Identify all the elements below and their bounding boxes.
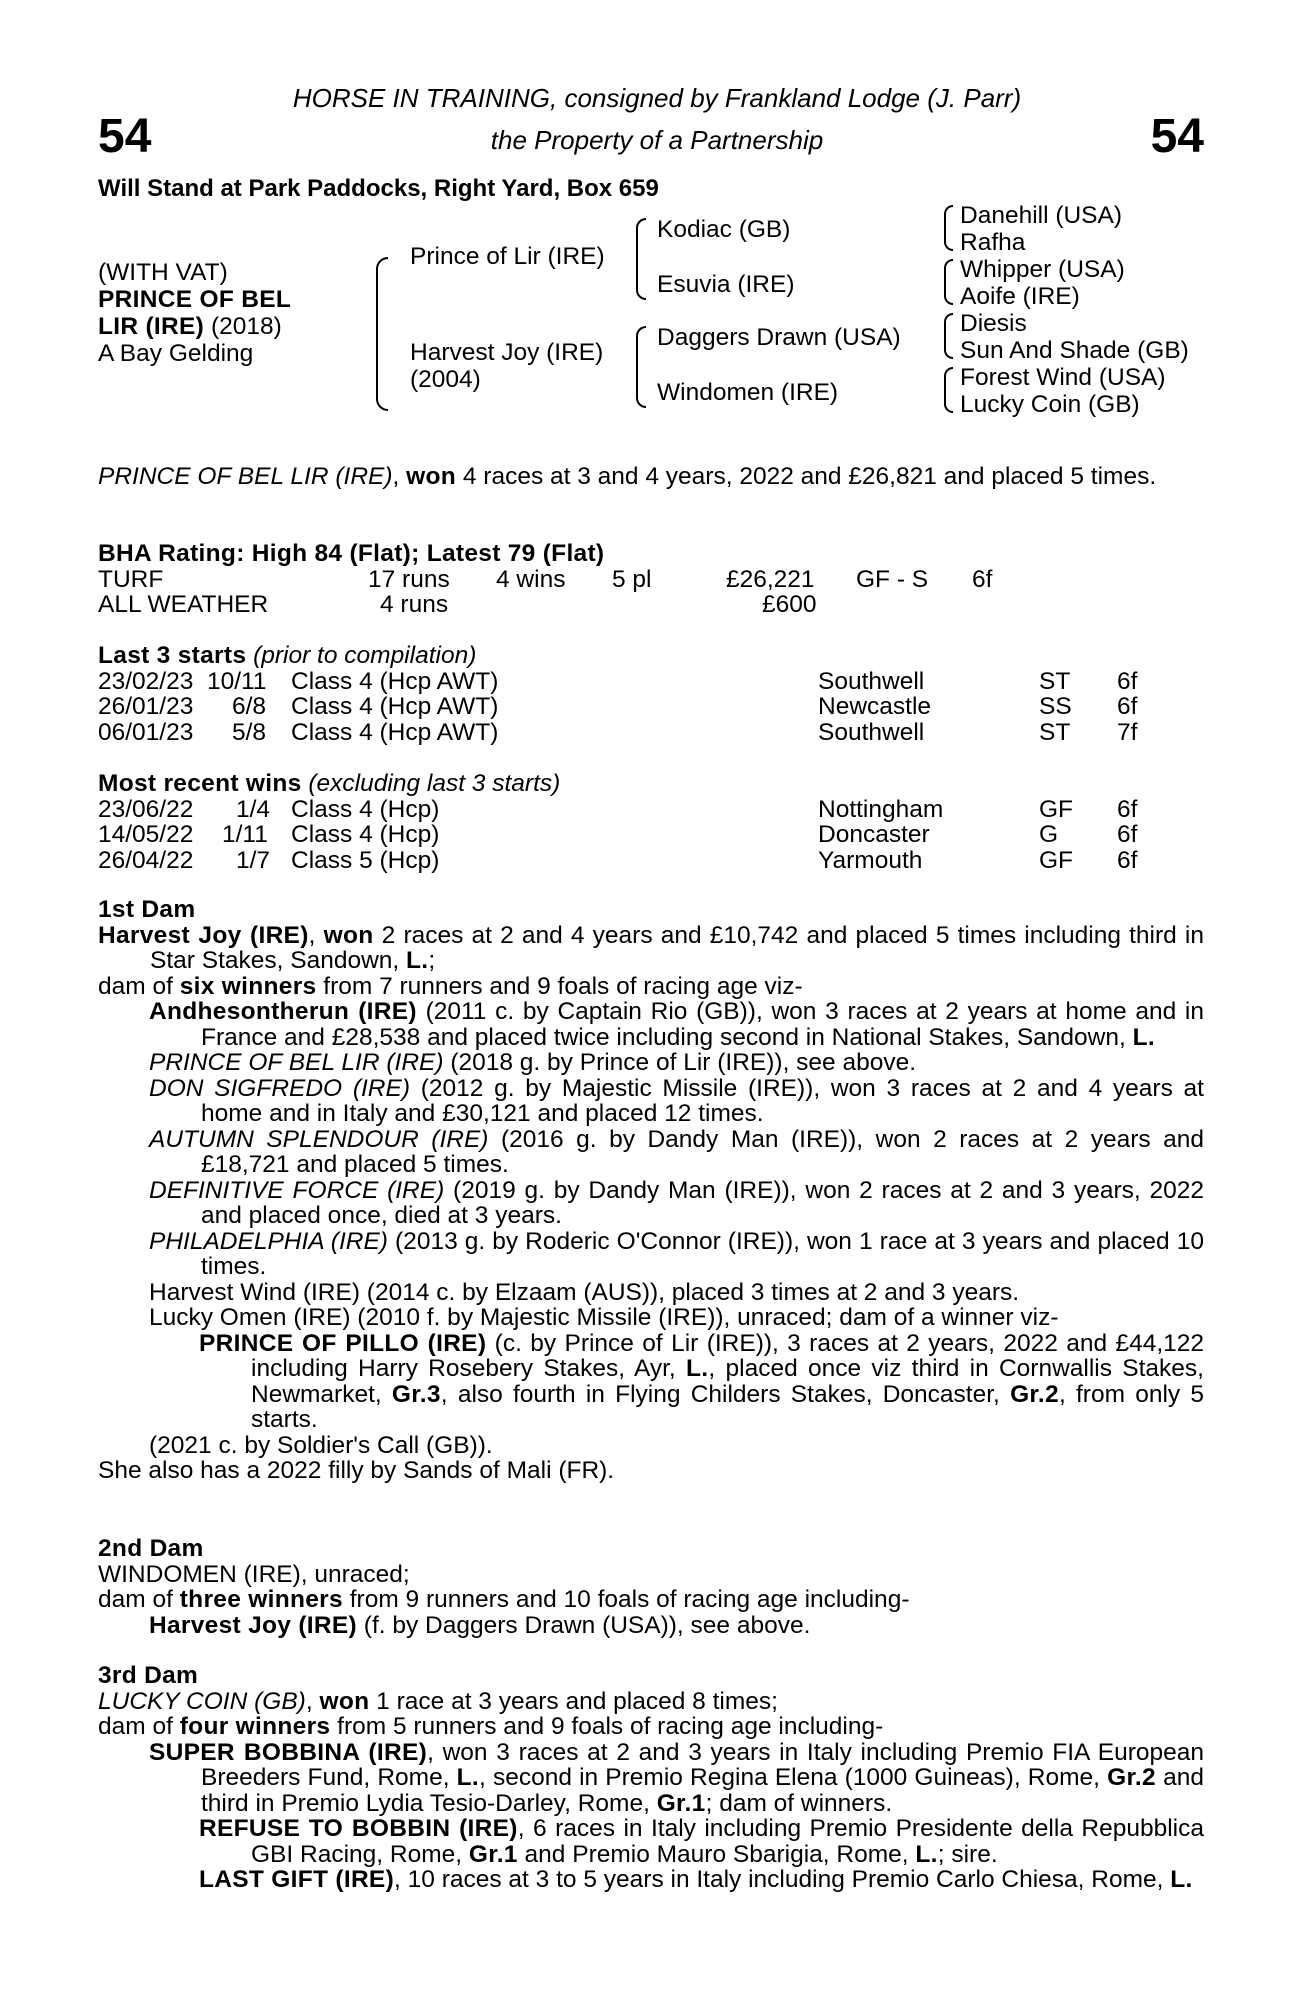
win-row: 26/04/22 1/7 Class 5 (Hcp) Yarmouth GF 6f (98, 846, 1138, 874)
pedigree-brace-sd (944, 259, 953, 305)
first-dam-produce-intro: dam of six winners from 7 runners and 9 foals of racing age viz- (98, 972, 803, 1000)
pedigree-brace-ss (944, 205, 953, 251)
start-row: 23/02/23 10/11 Class 4 (Hcp AWT) Southwell ST 6f (98, 667, 1138, 695)
second-dam-record: WINDOMEN (IRE), unraced; (98, 1560, 410, 1588)
second-dam-section (98, 1536, 1204, 1638)
grandproduce-item: LAST GIFT (IRE), 10 races at 3 to 5 years in Italy including Premio Carlo Chiesa, Rome, L. (199, 1866, 1193, 1893)
produce-item: Harvest Joy (IRE) (f. by Daggers Drawn (USA)), see above. (149, 1611, 811, 1639)
stand-location: Will Stand at Park Paddocks, Right Yard, Box 659 (98, 175, 659, 202)
second-dam-title: 2nd Dam (98, 1535, 204, 1562)
first-dam-title: 1st Dam (98, 896, 196, 923)
pedigree-sdd: Aoife (IRE) (960, 283, 1080, 310)
property-line: the Property of a Partnership (490, 125, 824, 155)
horse-year: (2018) (210, 313, 282, 340)
pedigree-dsd: Sun And Shade (GB) (960, 337, 1189, 364)
recent-title: Most recent wins (98, 770, 302, 797)
third-dam-produce-intro: dam of four winners from 5 runners and 9 foals of racing age including- (98, 1713, 884, 1740)
win-row: 14/05/22 1/11 Class 4 (Hcp) Doncaster G 6f (98, 821, 1138, 848)
rating-row: ALL WEATHER 4 runs £600 (98, 591, 817, 618)
lot-number-right: 54 (1150, 110, 1204, 163)
win-row: 23/06/22 1/4 Class 4 (Hcp) Nottingham GF 6f (98, 795, 1138, 823)
rating-title: BHA Rating: High 84 (Flat); Latest 79 (Flat) (98, 540, 605, 567)
pedigree-dd: Windomen (IRE) (657, 379, 839, 406)
pedigree-dam: Harvest Joy (IRE) (410, 339, 604, 366)
pedigree-brace-ds (944, 313, 953, 359)
produce-item: Harvest Wind (IRE) (2014 c. by Elzaam (AUS)), placed 3 times at 2 and 3 years. (149, 1278, 1020, 1306)
pedigree-ds: Daggers Drawn (USA) (657, 324, 901, 351)
horse-name-line2: LIR (IRE) (98, 313, 205, 340)
produce-item: DEFINITIVE FORCE (IRE) (2019 g. by Dandy Man (IRE)), won 2 races at 2 and 3 years, 2022 and placed once, died at 3 years. (149, 1176, 1204, 1229)
produce-item: (2021 c. by Soldier's Call (GB)). (149, 1431, 493, 1459)
race-summary: PRINCE OF BEL LIR (IRE), won 4 races at 3 and 4 years, 2022 and £26,821 and placed 5 times. (98, 463, 1157, 490)
consignor-line: HORSE IN TRAINING, consigned by Frankland Lodge (J. Parr) (292, 83, 1022, 113)
pedigree-ss: Kodiac (GB) (657, 216, 791, 243)
first-dam-record: Harvest Joy (IRE), won 2 races at 2 and 4 years and £10,742 and placed 5 times including third in Star Stakes, Sandown, L.; (98, 921, 1205, 974)
third-dam-record: LUCKY COIN (GB), won 1 race at 3 years and placed 8 times; (98, 1687, 778, 1715)
produce-item: DON SIGFREDO (IRE) (2012 g. by Majestic Missile (IRE)), won 3 races at 2 and 4 years at home and in Italy and £30,121 and placed 12 times. (149, 1074, 1204, 1127)
horse-description: A Bay Gelding (98, 340, 254, 367)
pedigree-sss: Danehill (USA) (960, 202, 1123, 229)
produce-item: SUPER BOBBINA (IRE), won 3 races at 2 and 3 years in Italy including Premio FIA European Breeders Fund, Rome, L., second in Premio Regina Elena (1000 Guineas), Rome, Gr.2 and third in Premio Lydia Tesio-Darley, Rome, Gr.1; dam of winners. (149, 1738, 1204, 1817)
pedigree-sds: Whipper (USA) (960, 256, 1125, 283)
first-dam-section (98, 897, 1204, 1484)
third-dam-title: 3rd Dam (98, 1662, 199, 1689)
rating-section (98, 541, 1204, 618)
third-dam-section (98, 1663, 1204, 1893)
pedigree-sire: Prince of Lir (IRE) (410, 243, 605, 270)
pedigree-brace-main (376, 257, 388, 411)
rating-row: TURF 17 runs 4 wins 5 pl £26,221 GF - S 6f (98, 565, 993, 593)
horse-identity (98, 259, 291, 367)
produce-item: PRINCE OF BEL LIR (IRE) (2018 g. by Prince of Lir (IRE)), see above. (149, 1049, 917, 1076)
second-dam-produce-intro: dam of three winners from 9 runners and 10 foals of racing age including- (98, 1586, 910, 1613)
grandproduce-item: PRINCE OF PILLO (IRE) (c. by Prince of Lir (IRE)), 3 races at 2 years, 2022 and £44,122 including Harry Rosebery Stakes, Ayr, L., placed once viz third in Cornwallis Stakes, Newmarket, Gr.3, also fourth in Flying Childers Stakes, Doncaster, Gr.2, from only 5 starts. (199, 1329, 1205, 1433)
vat-label: (WITH VAT) (98, 259, 228, 286)
grandproduce-item: REFUSE TO BOBBIN (IRE), 6 races in Italy including Premio Presidente della Repubblica GBI Racing, Rome, Gr.1 and Premio Mauro Sbarigia, Rome, L.; sire. (199, 1815, 1204, 1868)
most-recent-wins: Most recent wins (excluding last 3 starts) 23/06/22 1/4 Class 4 (Hcp) Nottingham GF 6f 14/05/22 1/11 Class 4 (Hcp) Doncaster G 6f 26/04/22 1/7 Class 5 (Hcp) Yarmouth GF 6f (98, 771, 1204, 873)
last-3-starts: Last 3 starts (prior to compilation) 23/02/23 10/11 Class 4 (Hcp AWT) Southwell ST 6f 26/01/23 6/8 Class 4 (Hcp AWT) Newcastle SS 6f 06/01/23 5/8 Class 4 (Hcp AWT) Southwell ST 7f (98, 643, 1204, 745)
pedigree-sd: Esuvia (IRE) (657, 271, 795, 298)
pedigree-dss: Diesis (960, 310, 1027, 337)
pedigree-ssd: Rafha (960, 229, 1026, 256)
pedigree-dam-year: (2004) (410, 366, 481, 393)
start-row: 26/01/23 6/8 Class 4 (Hcp AWT) Newcastle SS 6f (98, 693, 1138, 720)
pedigree-ddd: Lucky Coin (GB) (960, 391, 1140, 418)
produce-item: Andhesontherun (IRE) (2011 c. by Captain Rio (GB)), won 3 races at 2 years at home and in France and £28,538 and placed twice including second in National Stakes, Sandown, L. (149, 998, 1204, 1051)
first-dam-also: She also has a 2022 filly by Sands of Mali (FR). (98, 1457, 615, 1484)
produce-item: AUTUMN SPLENDOUR (IRE) (2016 g. by Dandy Man (IRE)), won 2 races at 2 years and £18,721 and placed 5 times. (149, 1125, 1205, 1178)
start-row: 06/01/23 5/8 Class 4 (Hcp AWT) Southwell ST 7f (98, 718, 1138, 746)
produce-item: Lucky Omen (IRE) (2010 f. by Majestic Missile (IRE)), unraced; dam of a winner viz- (149, 1304, 1059, 1331)
last3-title: Last 3 starts (98, 642, 247, 669)
pedigree-brace-dam (636, 326, 646, 408)
produce-item: PHILADELPHIA (IRE) (2013 g. by Roderic O'Connor (IRE)), won 1 race at 3 years and placed 10 times. (149, 1227, 1204, 1280)
pedigree-brace-sire (636, 218, 646, 300)
lot-number-left: 54 (98, 110, 152, 163)
pedigree-brace-dd (944, 367, 953, 413)
horse-name-line1: PRINCE OF BEL (98, 286, 292, 313)
pedigree-dds: Forest Wind (USA) (960, 364, 1166, 391)
